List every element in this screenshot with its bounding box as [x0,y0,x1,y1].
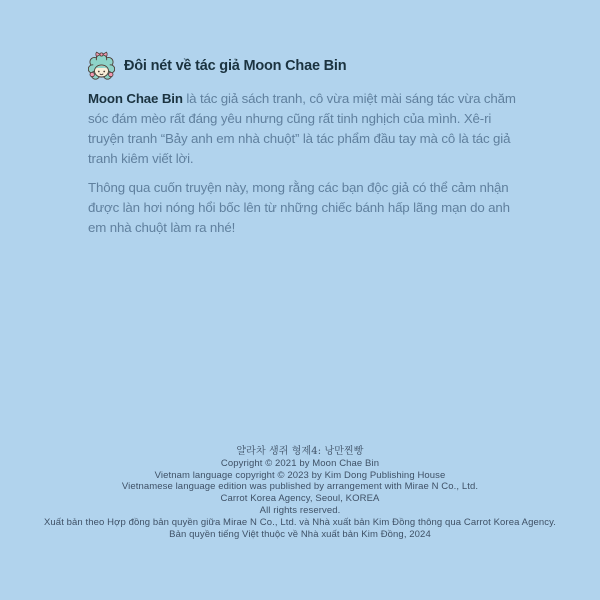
bio-paragraph-1-text: là tác giả sách tranh, cô vừa miệt mài sáng tác vừa chăm sóc đám mèo rất đáng yêu nhưng cũng rất tinh nghịch của mình. Xê-ri truyện tranh “Bảy anh em nhà chuột” là tác phẩm đầu tay mà cô là tác giả tranh kiêm viết lời. [88,91,516,166]
author-section-title: Đôi nét về tác giả Moon Chae Bin [124,57,347,74]
bio-paragraph-1 [88,89,520,169]
agency-line: Carrot Korea Agency, Seoul, KOREA [220,493,380,505]
bio-paragraph-2: Thông qua cuốn truyện này, mong rằng các bạn độc giả có thể cảm nhận được làn hơi nóng hổi bốc lên từ những chiếc bánh hấp lãng mạn do anh em nhà chuột làm ra nhé! [88,180,510,235]
author-about-section [88,50,520,247]
author-name-bold: Moon Chae Bin [88,91,183,106]
copyright-line: Copyright © 2021 by Moon Chae Bin [220,457,380,469]
publishing-contract-line: Xuất bản theo Hợp đồng bản quyền giữa Mirae N Co., Ltd. và Nhà xuất bản Kim Đồng thông qua Carrot Korea Agency. [43,516,556,528]
edition-arrangement-line: Vietnamese language edition was published by arrangement with Mirae N Co., Ltd. [121,481,479,493]
vietnamese-rights-line: Bản quyền tiếng Việt thuộc về Nhà xuất bản Kim Đồng, 2024 [169,528,431,540]
copyright-colophon [0,446,600,540]
author-header [88,50,520,81]
author-bio [88,89,520,238]
original-korean-title: 얄라차 생쥐 형제4: 낭만찐빵 [236,446,364,457]
rights-reserved-line: All rights reserved. [259,504,341,516]
author-avatar-icon [88,50,115,81]
vietnam-copyright-line: Vietnam language copyright © 2023 by Kim Dong Publishing House [154,469,446,481]
